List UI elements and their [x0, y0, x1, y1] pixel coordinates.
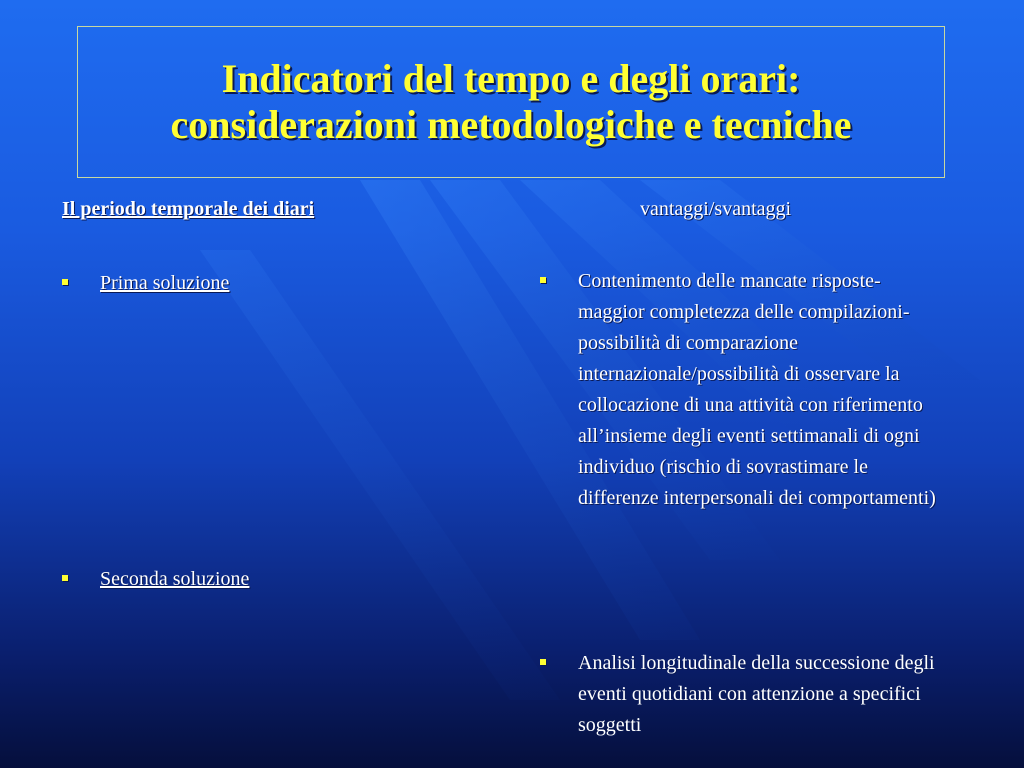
slide-title-line-2: considerazioni metodologiche e tecniche: [170, 102, 852, 147]
title-box: [77, 26, 945, 178]
square-bullet-icon: [540, 277, 546, 283]
square-bullet-icon: [540, 659, 546, 665]
list-item-label: Contenimento delle mancate risposte-maggior completezza delle compilazioni-possibilità di comparazione internazionale/possibilità di osservare la collocazione di una attività con riferimento all’insieme degli eventi settimanali di ogni individuo (rischio di sovrastimare le differenze interpersonali dei comportamenti): [578, 270, 936, 509]
list-item-label: Analisi longitudinale della successione degli eventi quotidiani con attenzione a specifici soggetti: [578, 652, 935, 736]
left-column-header: Il periodo temporale dei diari: [62, 198, 315, 220]
slide-title-line-1: Indicatori del tempo e degli orari:: [221, 56, 801, 101]
square-bullet-icon: [62, 575, 68, 581]
square-bullet-icon: [62, 279, 68, 285]
list-item-label: Seconda soluzione: [100, 568, 250, 590]
right-column-header: vantaggi/svantaggi: [640, 198, 792, 220]
list-item-label: Prima soluzione: [100, 272, 230, 294]
